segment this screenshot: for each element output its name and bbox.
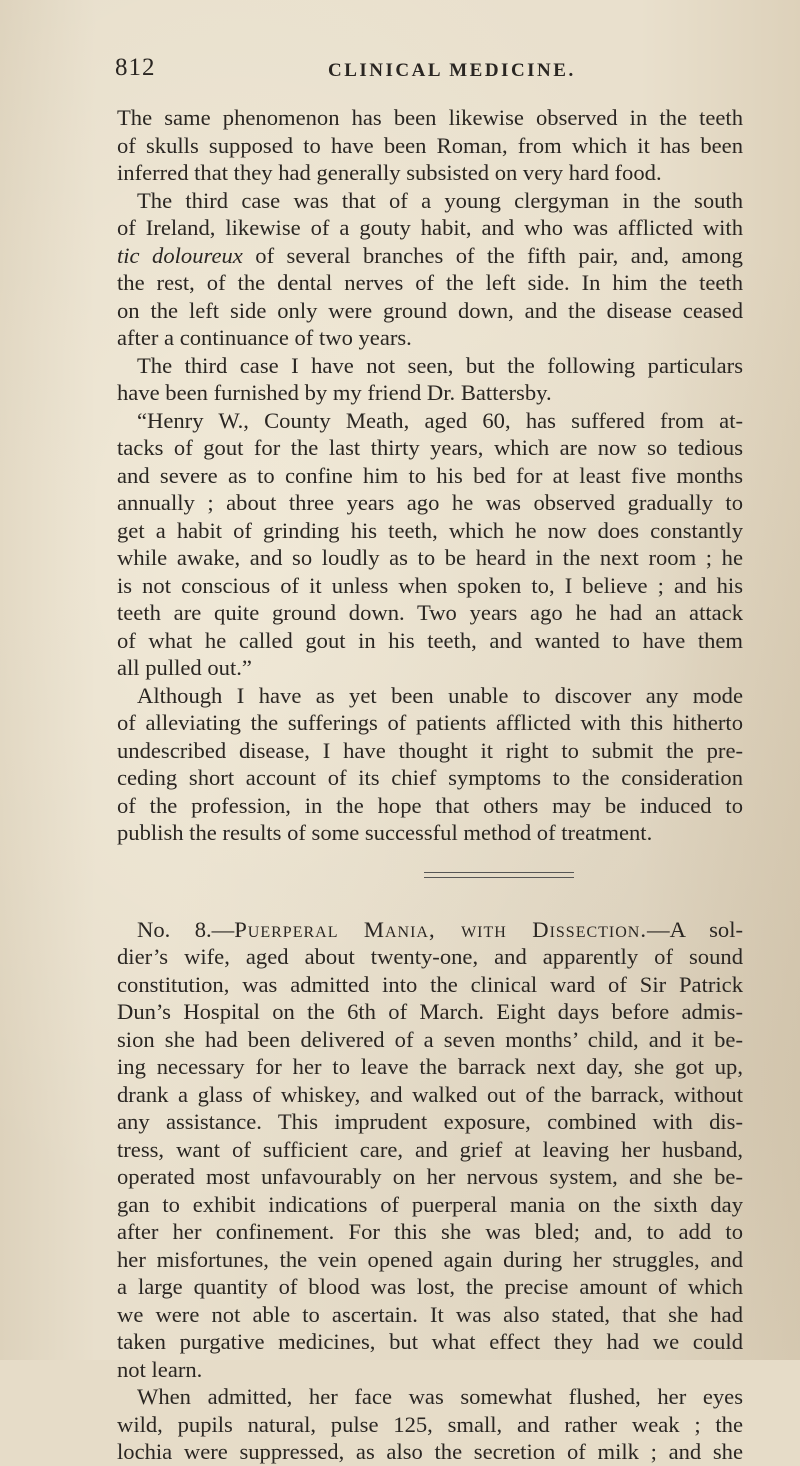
running-head: CLINICAL MEDICINE.: [328, 60, 576, 81]
paragraph-particulars: [117, 352, 743, 407]
section-divider: [424, 872, 574, 878]
paragraph-skulls: [117, 104, 743, 187]
text-line: of the profession, in the hope that others may be induced to: [117, 792, 743, 818]
text-line: is not conscious of it unless when spoken to, I believe ; and his: [117, 572, 743, 598]
text-line: The third case I have not seen, but the following particulars: [137, 352, 743, 378]
text-line: ceding short account of its chief symptoms to the consideration: [117, 765, 743, 790]
text-line: and severe as to confine him to his bed for at least five months: [117, 462, 743, 488]
text-line: of Ireland, likewise of a gouty habit, and who was afflicted with: [117, 215, 743, 240]
text-line: after her confinement. For this she was bled; and, to add to: [117, 1219, 743, 1244]
page-number: 812: [115, 54, 156, 81]
text-line: publish the results of some successful method of treatment.: [117, 820, 653, 845]
text-line: her misfortunes, the vein opened again during her struggles, and: [117, 1246, 743, 1272]
text-line: operated most unfavourably on her nervous system, and she be-: [117, 1164, 743, 1189]
paragraph-when-admitted: [117, 1383, 743, 1466]
text-line: tic doloureux of several branches of the fifth pair, and, among: [117, 242, 743, 268]
text-line: we were not able to ascertain. It was also stated, that she had: [117, 1301, 743, 1327]
text-line: the rest, of the dental nerves of the left side. In him the teeth: [117, 270, 743, 295]
text-line: gan to exhibit indications of puerperal mania on the sixth day: [117, 1191, 743, 1217]
case-number: No. 8.—: [137, 916, 235, 942]
body-text: [117, 104, 743, 1466]
text-line: not learn.: [117, 1356, 203, 1382]
text-line: Dun’s Hospital on the 6th of March. Eight days before admis-: [117, 999, 743, 1024]
case-8-section: [117, 916, 743, 1384]
paragraph-conclusion: [117, 682, 743, 847]
case-heading-line: [117, 916, 743, 944]
paragraph-third-case-clergyman: [117, 187, 743, 352]
text-line: annually ; about three years ago he was observed gradually to: [117, 490, 743, 515]
text-line: lochia were suppressed, as also the secretion of milk ; and she: [117, 1439, 743, 1464]
text-line: inferred that they had generally subsisted on very hard food.: [117, 160, 662, 185]
text-line: Although I have as yet been unable to discover any mode: [137, 682, 743, 708]
paragraph-quotation-henry: [117, 407, 743, 682]
text-line: constitution, was admitted into the clinical ward of Sir Patrick: [117, 971, 743, 997]
text-line: When admitted, her face was somewhat flushed, her eyes: [137, 1384, 743, 1409]
text-line: tacks of gout for the last thirty years, which are now so tedious: [117, 435, 743, 460]
text-line: have been furnished by my friend Dr. Battersby.: [117, 380, 552, 405]
page-header: [115, 54, 675, 84]
text-line: dier’s wife, aged about twenty-one, and apparently of sound: [117, 944, 743, 969]
text-line: tress, want of sufficient care, and grief at leaving her husband,: [117, 1136, 743, 1162]
text-line: teeth are quite ground down. Two years ago he had an attack: [117, 600, 743, 625]
text-line: —A sol-: [647, 916, 744, 942]
text-line: undescribed disease, I have thought it right to submit the pre-: [117, 737, 743, 763]
text-line: get a habit of grinding his teeth, which he now does constantly: [117, 517, 743, 543]
text-line: after a continuance of two years.: [117, 325, 412, 350]
text-line: any assistance. This imprudent exposure, combined with dis-: [117, 1109, 743, 1134]
text-line: of what he called gout in his teeth, and wanted to have them: [117, 627, 743, 653]
case-title: Puerperal Mania, with Dissection.: [234, 916, 648, 942]
text-line: on the left side only were ground down, and the disease ceased: [117, 297, 743, 323]
text-line: a large quantity of blood was lost, the precise amount of which: [117, 1274, 743, 1299]
text-line: of alleviating the sufferings of patients afflicted with this hitherto: [117, 710, 743, 735]
text-line: all pulled out.”: [117, 655, 252, 680]
text-line: drank a glass of whiskey, and walked out of the barrack, without: [117, 1081, 743, 1107]
text-line: The third case was that of a young clergyman in the south: [137, 187, 743, 213]
italic-term: tic doloureux: [117, 242, 243, 268]
text-line: “Henry W., County Meath, aged 60, has suffered from at-: [137, 407, 743, 433]
text-line: The same phenomenon has been likewise observed in the teeth: [117, 105, 743, 130]
text-line: taken purgative medicines, but what effect they had we could: [117, 1329, 743, 1354]
text-line: sion she had been delivered of a seven months’ child, and it be-: [117, 1026, 743, 1052]
text-line: wild, pupils natural, pulse 125, small, and rather weak ; the: [117, 1411, 743, 1437]
text-line: while awake, and so loudly as to be heard in the next room ; he: [117, 545, 743, 570]
text-line: ing necessary for her to leave the barrack next day, she got up,: [117, 1054, 743, 1079]
text-line: of skulls supposed to have been Roman, from which it has been: [117, 132, 743, 158]
